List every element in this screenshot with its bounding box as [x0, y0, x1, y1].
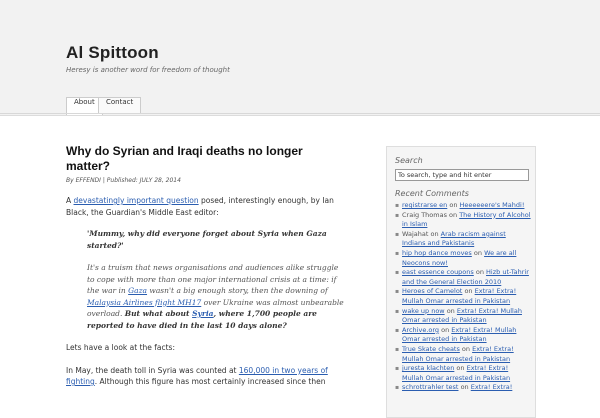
deathtoll-link[interactable]: 160,000 in two years of fighting	[66, 365, 328, 386]
facts-paragraph: Lets have a look at the facts:	[66, 343, 175, 352]
quote2-text-2: wasn't a big enough story, then the downing of	[147, 286, 328, 295]
recent-comments-heading: Recent Comments	[395, 189, 469, 198]
comment-author[interactable]: wake up now	[402, 306, 445, 315]
recent-comment-item	[395, 249, 531, 268]
quote-line-1: 'Mummy, why did everyone forget about Syria when Gaza started?'	[87, 229, 327, 250]
intro-text-1: A	[66, 196, 74, 205]
comment-author[interactable]: schrottrahler test	[402, 383, 459, 392]
comment-author[interactable]: Archive.org	[402, 325, 440, 334]
meta-published: | Published:	[100, 177, 140, 184]
comment-post-link[interactable]: Hizb ut-Tahrir and the General Election 2010	[402, 268, 529, 286]
search-input[interactable]: To search, type and hit enter	[395, 169, 529, 181]
quote2-text-3: over Ukraine was almost unbearable overload.	[87, 297, 344, 318]
comment-on-text: on	[446, 210, 460, 219]
quote2-bold-2: , where 1,700 people are reported to have died in the last 10 days alone?	[87, 309, 317, 330]
quote2-text-1: It's a truism that news organisations and audiences alike struggle to cope with more than one major international crisis at a time: if the war in	[87, 263, 339, 295]
comment-author[interactable]: juresta klachten	[402, 364, 455, 373]
comment-post-link[interactable]: Extra! Extra! Mullah Omar arrested in Pakistan	[402, 364, 511, 382]
recent-comment-item	[395, 287, 531, 306]
sidebar	[386, 146, 536, 418]
blockquote	[87, 228, 348, 331]
comment-on-text: on	[462, 287, 475, 296]
comment-post-link[interactable]: We are all Neocons now!	[402, 248, 517, 267]
search-heading: Search	[395, 156, 423, 165]
comment-author: Wajahat	[402, 229, 429, 238]
post-author[interactable]: EFFENDI	[75, 177, 101, 184]
recent-comment-item	[395, 383, 531, 393]
comment-post-link[interactable]: Extra! Extra! Mullah Omar arrested in Pakistan	[402, 325, 517, 344]
mh17-link[interactable]: Malaysia Airlines flight MH17	[87, 297, 202, 307]
recent-comment-item	[395, 364, 531, 383]
recent-comment-item	[395, 326, 531, 345]
intro-paragraph	[66, 195, 348, 218]
comment-author[interactable]: hip hop dance moves	[402, 248, 472, 257]
post-meta	[66, 177, 348, 184]
post-title[interactable]: Why do Syrian and Iraqi deaths no longer matter?	[66, 144, 303, 173]
quote-paragraph-2	[87, 262, 348, 331]
comment-author[interactable]: east essence coupons	[402, 268, 474, 277]
recent-comment-item	[395, 201, 531, 211]
comment-author[interactable]: registrarse en	[402, 201, 448, 209]
comment-on-text: on	[473, 268, 487, 277]
site-title[interactable]: Al Spittoon	[66, 43, 159, 62]
comment-post-link[interactable]: Arab racism against Indians and Pakistanis	[402, 229, 506, 248]
nav-tab-about[interactable]: About	[66, 97, 103, 115]
comment-on-text: on	[447, 201, 460, 209]
syria-link[interactable]: Syria	[192, 309, 214, 318]
nav-divider	[0, 113, 600, 114]
comment-author: Craig Thomas	[402, 210, 447, 219]
comment-on-text: on	[458, 383, 471, 392]
quote2-bold-1: But what about	[124, 309, 193, 318]
comment-post-link[interactable]: The History of Alcohol in Islam	[402, 210, 531, 229]
nav-tab-contact[interactable]: Contact	[98, 97, 141, 114]
comment-author[interactable]: True Skate cheats	[402, 344, 460, 353]
comment-on-text: on	[439, 325, 452, 334]
comment-post-link[interactable]: Extra! Extra! Mullah Omar arrested in Pakistan	[402, 287, 517, 305]
comment-post-link[interactable]: Extra! Extra! Mullah Omar arrested in Pakistan	[402, 306, 522, 325]
comment-post-link[interactable]: Extra! Extra! Mullah Omar arrested in Pakistan	[402, 344, 514, 363]
site-header	[0, 0, 600, 116]
recent-comments-list	[395, 201, 531, 393]
comment-post-link[interactable]: Heeeeeere's Mahdi!	[459, 201, 525, 209]
recent-comment-item	[395, 268, 531, 287]
deathtoll-paragraph	[66, 365, 348, 388]
deathtoll-text-1: In May, the death toll in Syria was counted at	[66, 365, 239, 375]
comment-on-text: on	[471, 248, 485, 257]
site-tagline: Heresy is another word for freedom of thought	[66, 66, 230, 74]
comment-author[interactable]: Heroes of Camelot	[402, 287, 463, 296]
recent-comment-item	[395, 230, 531, 249]
comment-on-text: on	[428, 229, 441, 238]
comment-post-link[interactable]: Extra! Extra!	[470, 383, 513, 392]
post-article	[66, 144, 348, 388]
intro-text-2: posed, interestingly enough, by Ian Black, the Guardian's Middle East editor:	[66, 196, 334, 217]
meta-by: By	[66, 177, 76, 184]
recent-comment-item	[395, 211, 531, 230]
intro-link[interactable]: devastatingly important question	[73, 196, 199, 205]
recent-comment-item	[395, 345, 531, 364]
deathtoll-text-2: . Although this figure has most certainly increased since then	[94, 377, 326, 386]
post-date: JULY 28, 2014	[139, 177, 181, 184]
recent-comment-item	[395, 307, 531, 326]
comment-on-text: on	[454, 364, 467, 373]
comment-on-text: on	[444, 306, 457, 315]
gaza-link[interactable]: Gaza	[128, 286, 148, 295]
comment-on-text: on	[459, 344, 473, 353]
